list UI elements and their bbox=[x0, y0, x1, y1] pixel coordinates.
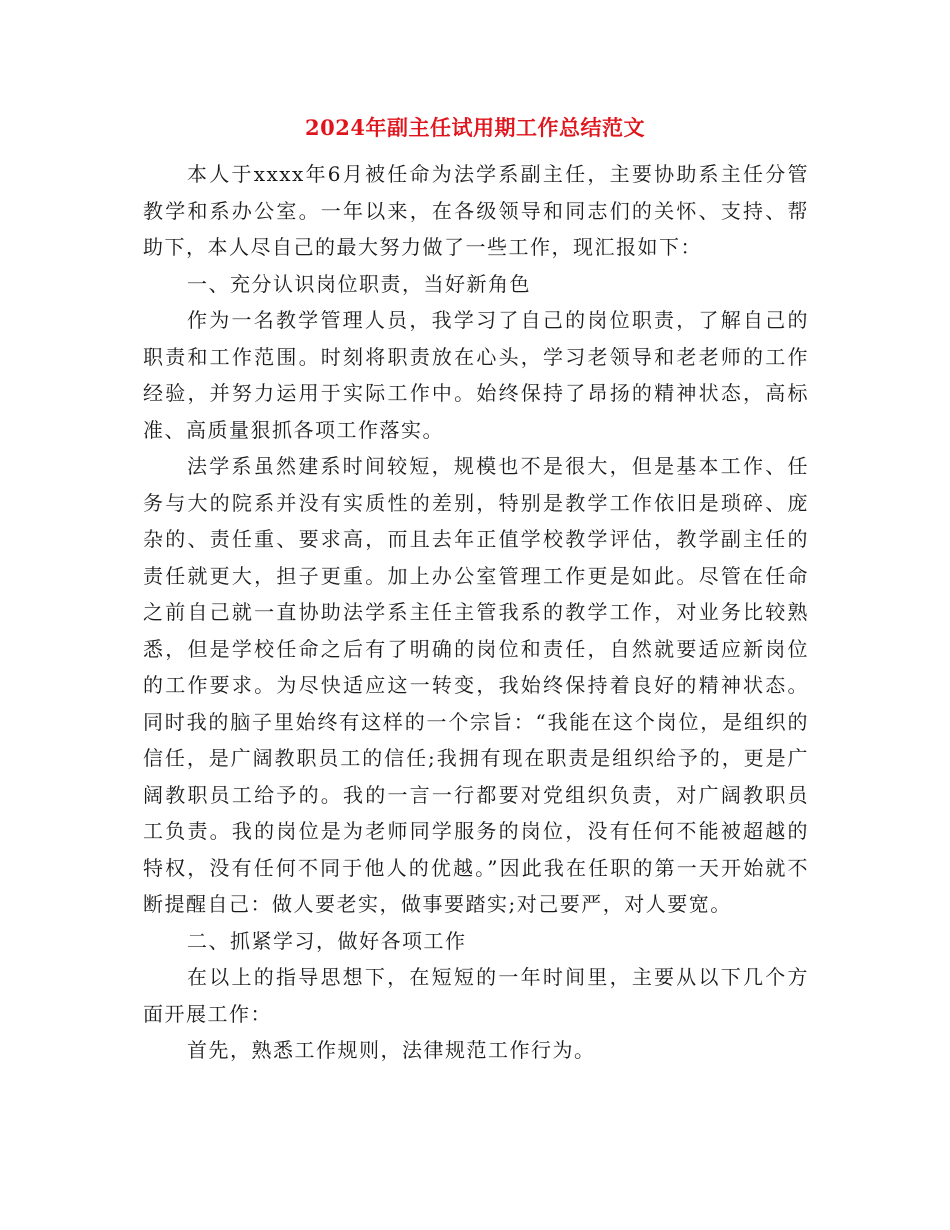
paragraph-intro: 本人于xxxx年6月被任命为法学系副主任，主要协助系主任分管教学和系办公室。一年以来，在各级领导和同志们的关怀、支持、帮助下，本人尽自己的最大努力做了一些工作，现汇报如下： bbox=[143, 162, 809, 259]
section-heading-2: 二、抓紧学习，做好各项工作 bbox=[187, 928, 467, 953]
paragraph-department: 法学系虽然建系时间较短，规模也不是很大，但是基本工作、任务与大的院系并没有实质性的差别，特别是教学工作依旧是琐碎、庞杂的、责任重、要求高，而且去年正值学校教学评估，教学副主任的责任就更大，担子更重。加上办公室管理工作更是如此。尽管在任命之前自己就一直协助法学系主任主管我系的教学工作，对业务比较熟悉，但是学校任命之后有了明确的岗位和责任，自然就要适应新岗位的工作要求。为尽快适应这一转变，我始终保持着良好的精神状态。同时我的脑子里始终有这样的一个宗旨：“我能在这个岗位，是组织的信任，是广阔教职员工的信任;我拥有现在职责是组织给予的，更是广阔教职员工给予的。我的一言一行都要对党组织负责，对广阔教职员工负责。我的岗位是为老师同学服务的岗位，没有任何不能被超越的特权，没有任何不同于他人的优越。”因此我在任职的第一天开始就不断提醒自己：做人要老实，做事要踏实;对己要严，对人要宽。 bbox=[143, 454, 809, 916]
section-heading-1: 一、充分认识岗位职责，当好新角色 bbox=[187, 271, 531, 296]
paragraph-guidance: 在以上的指导思想下，在短短的一年时间里，主要从以下几个方面开展工作： bbox=[143, 965, 809, 1026]
document-body bbox=[143, 156, 809, 1069]
document-title: 2024年副主任试用期工作总结范文 bbox=[305, 115, 645, 140]
paragraph-first: 首先，熟悉工作规则，法律规范工作行为。 bbox=[187, 1038, 596, 1062]
paragraph-role: 作为一名教学管理人员，我学习了自己的岗位职责，了解自己的职责和工作范围。时刻将职责放在心头，学习老领导和老老师的工作经验，并努力运用于实际工作中。始终保持了昂扬的精神状态，高标准、高质量狠抓各项工作落实。 bbox=[143, 308, 809, 442]
